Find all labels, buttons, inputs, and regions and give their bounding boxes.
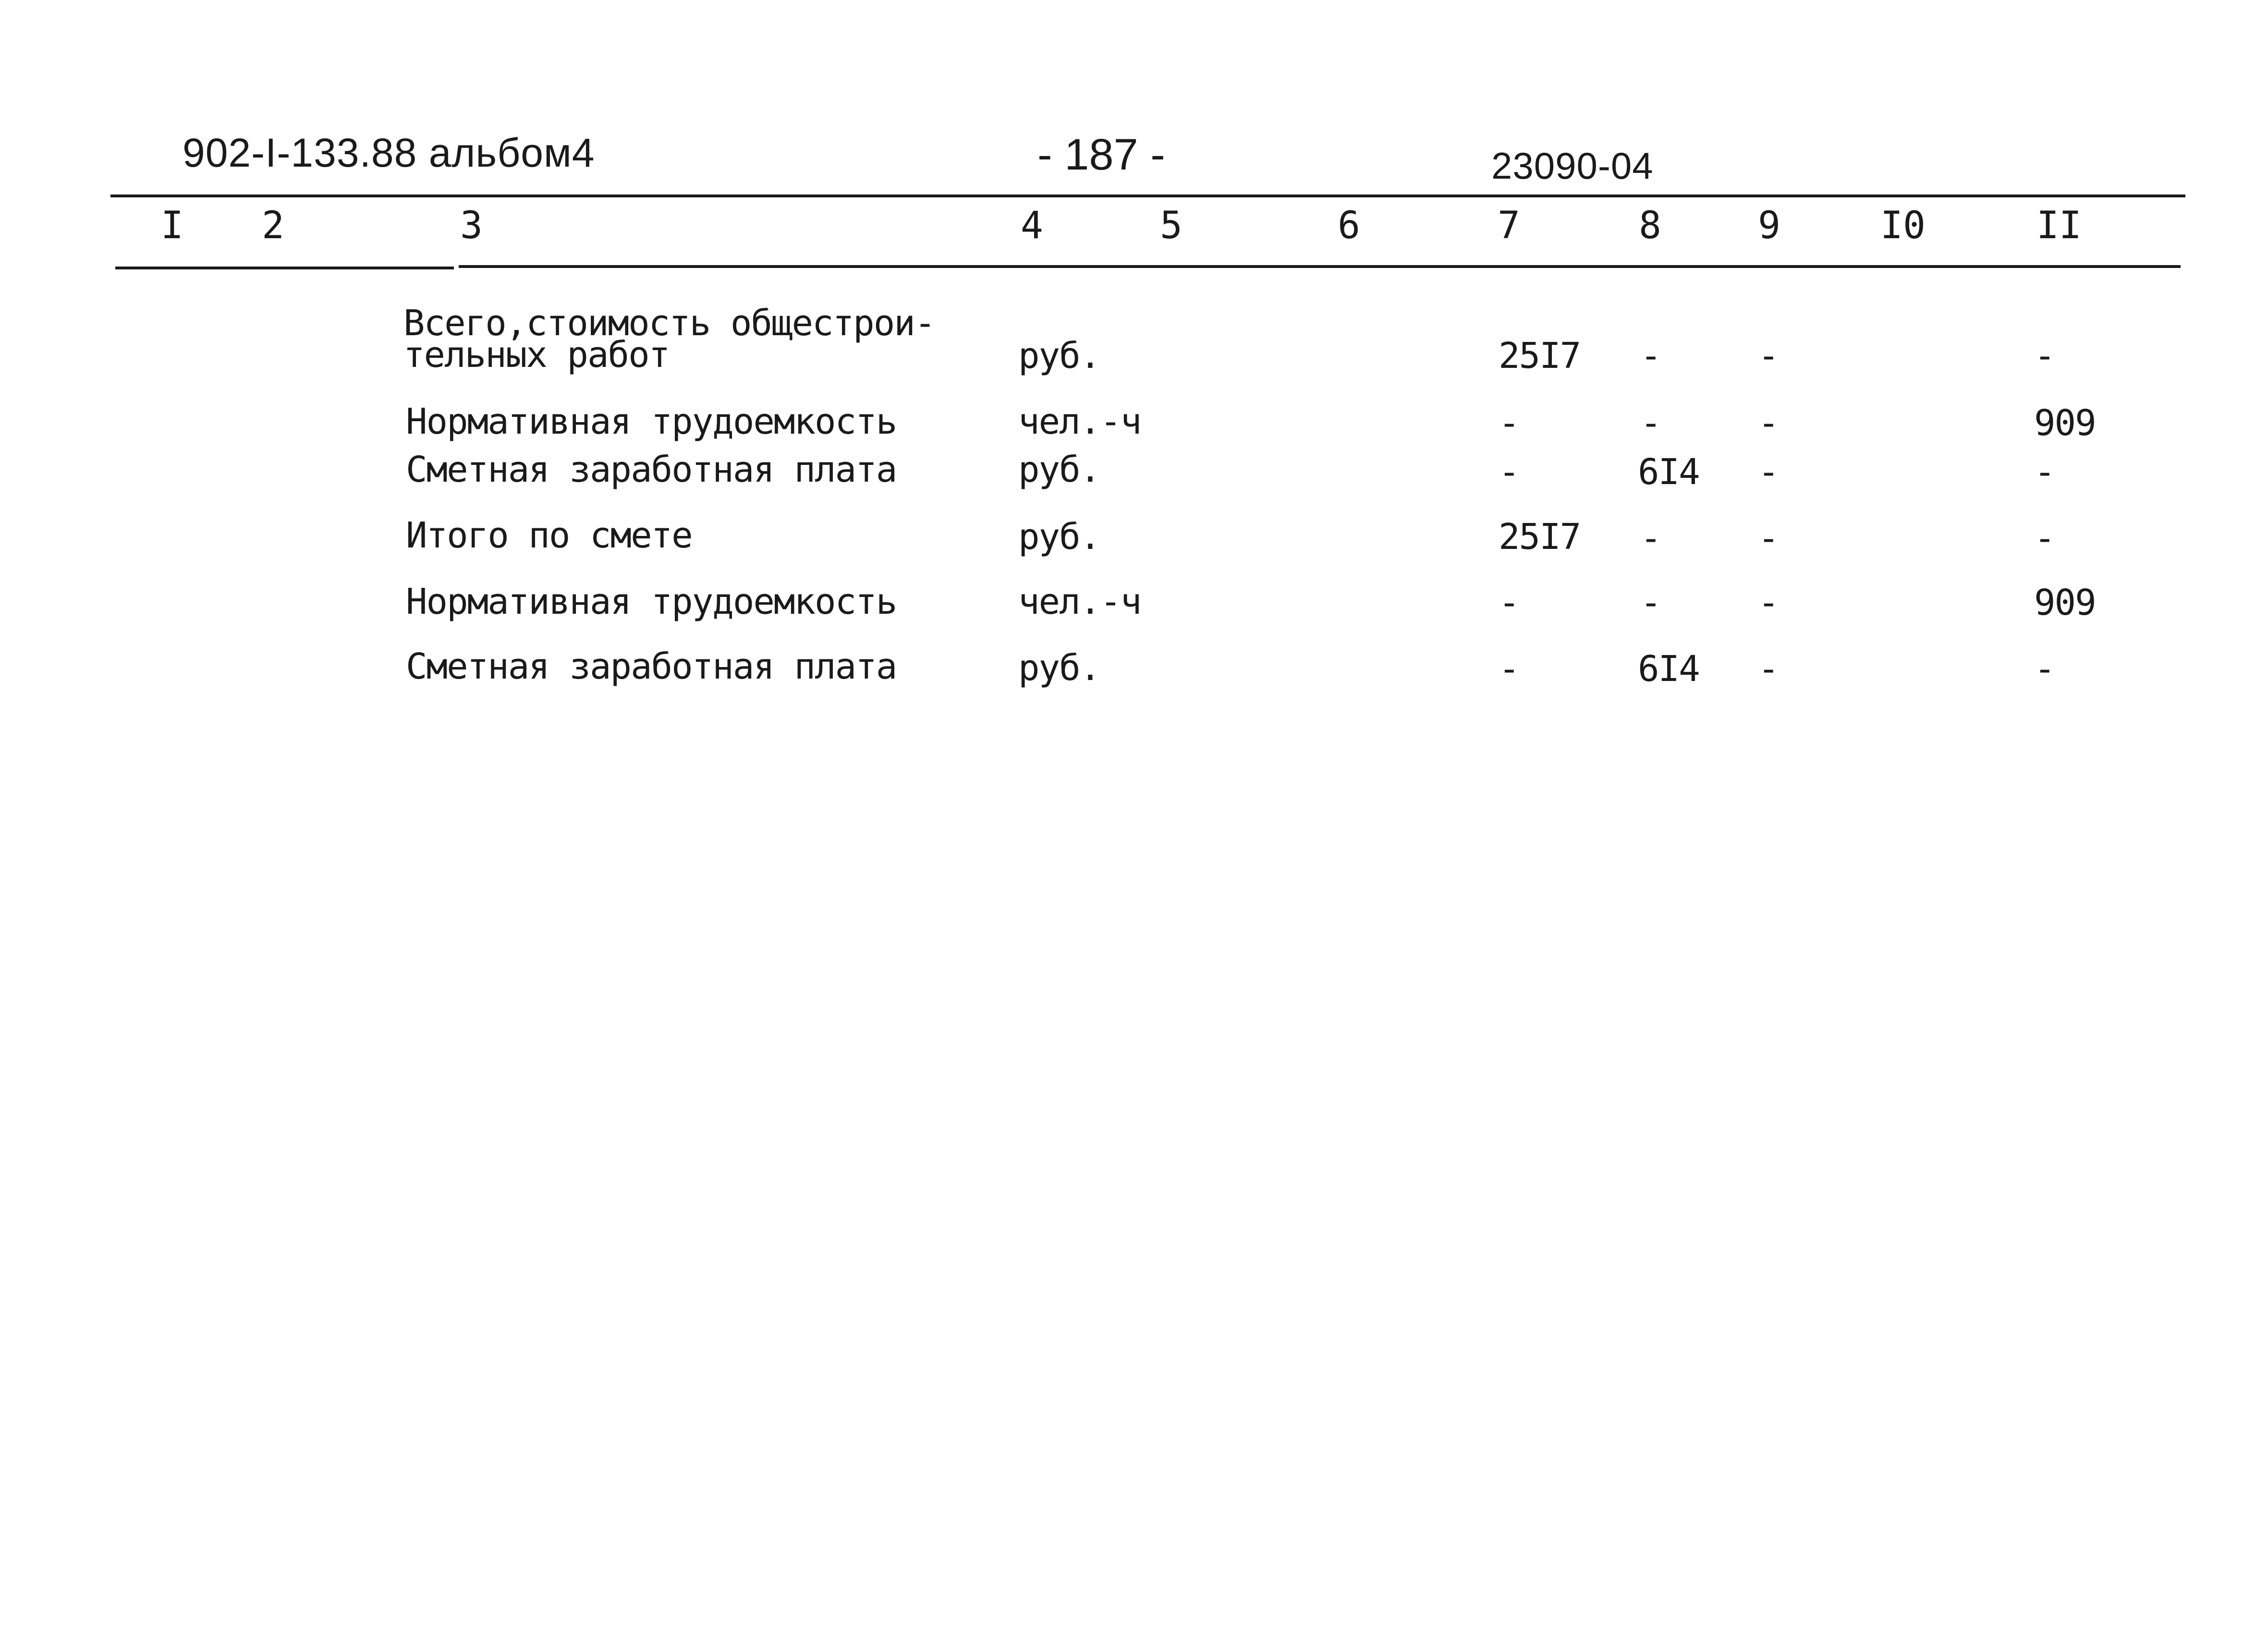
row-5-col-11: 909: [2034, 582, 2096, 623]
column-number-4: 4: [1021, 204, 1043, 247]
column-number-7: 7: [1498, 204, 1520, 247]
column-number-2: 2: [262, 204, 284, 247]
column-number-8: 8: [1639, 204, 1661, 247]
row-6-col-11: -: [2034, 648, 2055, 690]
row-6-unit: руб.: [1018, 647, 1100, 689]
row-2-col-8: -: [1640, 402, 1661, 444]
header-bottom-rule-left: [115, 267, 454, 269]
page-number: - 187 -: [1037, 130, 1165, 179]
row-5-unit: чел.-ч: [1018, 581, 1141, 622]
row-1-col-8: -: [1640, 335, 1661, 377]
row-4-col-11: -: [2034, 518, 2055, 559]
row-3-col-11: -: [2034, 451, 2055, 493]
row-4-col-8: -: [1640, 518, 1661, 559]
row-5-col-8: -: [1640, 582, 1661, 623]
row-1-col-11: -: [2034, 335, 2055, 377]
column-number-9: 9: [1758, 204, 1780, 247]
column-number-5: 5: [1160, 204, 1183, 247]
row-3-unit: руб.: [1018, 449, 1100, 490]
row-6-col-7: -: [1499, 648, 1519, 690]
row-4-unit: руб.: [1018, 516, 1100, 558]
row-4-col-9: -: [1758, 518, 1779, 559]
column-number-11: II: [2036, 204, 2082, 247]
row-2-unit: чел.-ч: [1018, 401, 1141, 442]
column-number-6: 6: [1338, 204, 1360, 247]
row-3-col-9: -: [1758, 451, 1779, 493]
row-6-name: Сметная заработная плата: [406, 646, 897, 687]
row-5-col-7: -: [1499, 582, 1519, 623]
row-3-col-7: -: [1499, 451, 1519, 493]
row-1-col-7: 25I7: [1499, 335, 1581, 377]
row-2-col-11: 909: [2034, 402, 2096, 444]
row-1-col-9: -: [1758, 335, 1779, 377]
row-2-name: Нормативная трудоемкость: [406, 401, 897, 442]
row-2-col-9: -: [1758, 402, 1779, 444]
row-6-col-9: -: [1758, 648, 1779, 690]
row-4-name: Итого по смете: [406, 515, 692, 556]
row-2-col-7: -: [1499, 402, 1519, 444]
row-1-unit: руб.: [1018, 335, 1100, 377]
row-1-name-line-2: тельных работ: [403, 334, 670, 376]
header-top-rule: [110, 194, 2185, 197]
row-5-name: Нормативная трудоемкость: [406, 581, 897, 622]
row-3-name: Сметная заработная плата: [406, 449, 897, 490]
row-4-col-7: 25I7: [1499, 516, 1581, 558]
header-bottom-rule-right: [459, 265, 2181, 268]
row-6-col-8: 6I4: [1638, 648, 1699, 690]
row-3-col-8: 6I4: [1638, 451, 1699, 493]
archive-code: 23090-04: [1491, 145, 1654, 187]
column-number-10: I0: [1880, 204, 1926, 247]
document-code: 902-I-133.88 альбом4: [183, 130, 595, 175]
column-number-3: 3: [460, 204, 483, 247]
row-1-name-line-1: Всего,стоимость общестрои-: [403, 303, 935, 344]
column-number-1: I: [161, 204, 183, 247]
row-5-col-9: -: [1758, 582, 1779, 623]
